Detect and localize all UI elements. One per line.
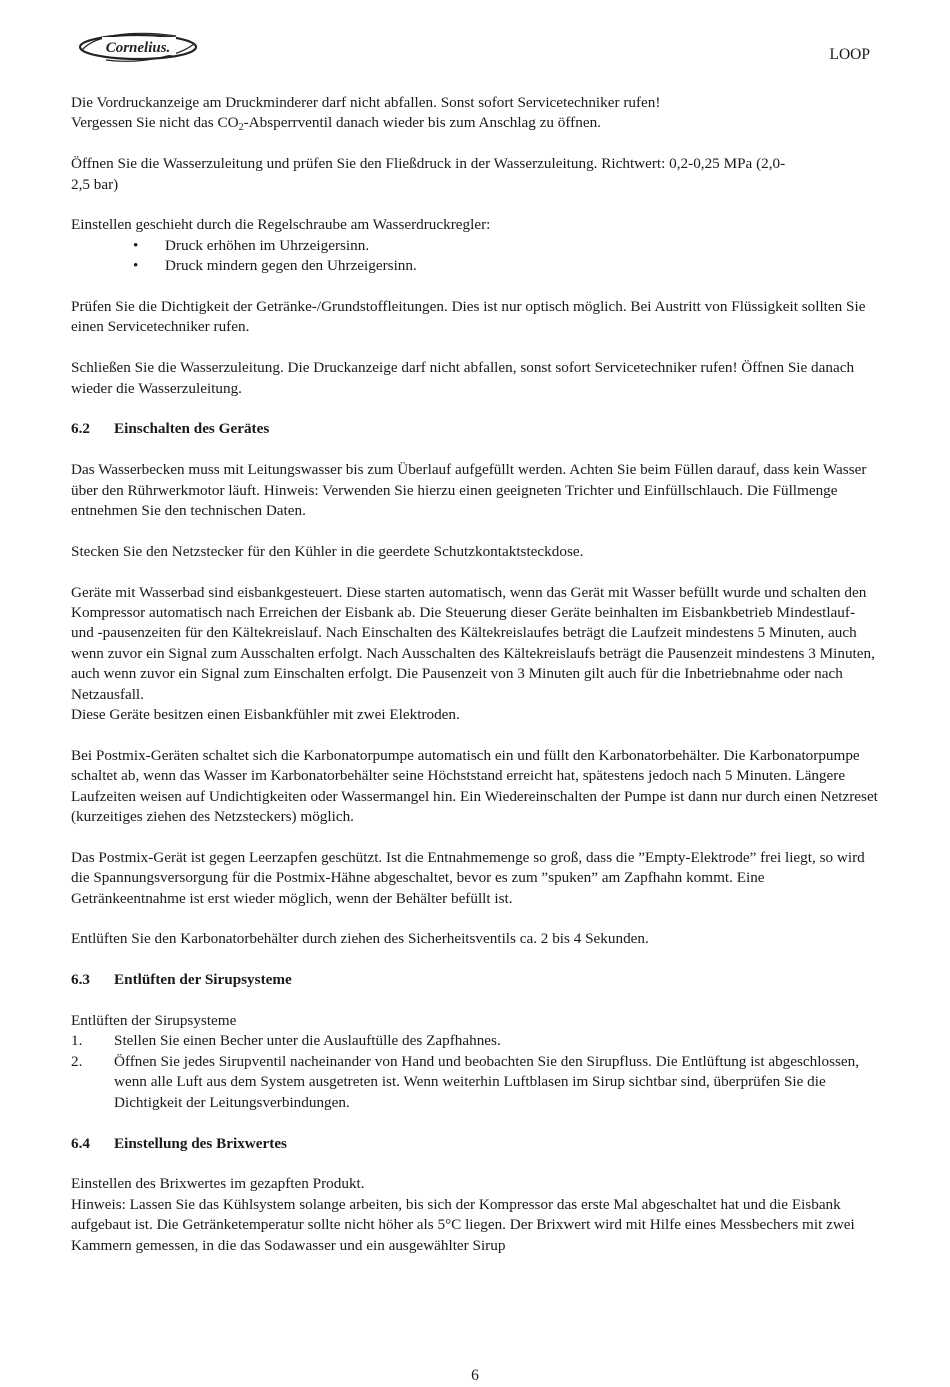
bullet-list (71, 236, 881, 277)
paragraph: Das Postmix-Gerät ist gegen Leerzapfen geschützt. Ist die Entnahmemenge so groß, dass die ”Empty-Elektrode” frei liegt, so wird die Spannungsversorgung für die Postmix-Hähne abgeschaltet, bevor es zum ”spuken” am Zapfhahn kommt. Eine Getränkeentnahme ist erst wieder möglich, wenn der Behälter befüllt ist. (71, 848, 865, 907)
paragraph: Stecken Sie den Netzstecker für den Kühler in die geerdete Schutzkontaktsteckdose. (71, 542, 584, 560)
cornelius-logo-graphic (76, 28, 200, 66)
paragraph: Einstellen geschieht durch die Regelschraube am Wasserdruckregler: (71, 216, 491, 234)
paragraph: Schließen Sie die Wasserzuleitung. Die Druckanzeige darf nicht abfallen, sonst sofort Servicetechniker rufen! Öffnen Sie danach wieder die Wasserzuleitung. (71, 359, 855, 397)
section-title: Einstellung des Brixwertes (114, 1134, 287, 1152)
section-number: 6.3 (71, 971, 90, 989)
step-text: Stellen Sie einen Becher unter die Auslauftülle des Zapfhahnes. (114, 1032, 501, 1050)
document-body (71, 93, 881, 1256)
paragraph: Hinweis: Lassen Sie das Kühlsystem solange arbeiten, bis sich der Kompressor das erste Mal abgeschaltet hat und die Eisbank aufgebaut ist. Die Getränketemperatur sollte nicht höher als 5°C liegen. Der Brixwert wird mit Hilfe eines Messbechers mit zwei Kammern gemessen, in die das Sodawasser und ein ausgewählter Sirup (71, 1195, 855, 1254)
logo-wordmark: Cornelius. (105, 40, 171, 56)
list-item: • Druck erhöhen im Uhrzeigersinn. (71, 236, 881, 256)
list-item: • Druck mindern gegen den Uhrzeigersinn. (71, 256, 881, 276)
section-title: Entlüften der Sirupsysteme (114, 971, 292, 989)
step-number: 2. (71, 1052, 83, 1070)
paragraph: Geräte mit Wasserbad sind eisbankgesteuert. Diese starten automatisch, wenn das Gerät mit Wasser befüllt wurde und schalten den Kompressor automatisch nach Erreichen der Eisbank ab. Die Steuerung dieser Geräte beinhalten im Eisbankbetrieb Mindestlauf- und -pausenzeiten für den Kältekreislauf. Nach Einschalten des Kältekreislaufes beträgt die Laufzeit mindestens 5 Minuten, auch wenn zuvor ein Signal zum Ausschalten erfolgt. Nach Ausschalten des Kältekreislaufs beträgt die Pausenzeit mindestens 3 Minuten, auch wenn zuvor ein Signal zum Einschalten erfolgt. Die Pausenzeit von 3 Minuten gilt auch für die Inbetriebnahme oder nach Netzausfall. (71, 583, 875, 703)
list-item (71, 1031, 881, 1051)
paragraph: Prüfen Sie die Dichtigkeit der Getränke-/Grundstoffleitungen. Dies ist nur optisch möglich. Bei Austritt von Flüssigkeit sollten Sie einen Servicetechniker rufen. (71, 298, 866, 336)
section-title: Einschalten des Gerätes (114, 420, 270, 438)
cornelius-logo (76, 28, 200, 66)
list-item (71, 1052, 881, 1113)
numbered-list (71, 1031, 881, 1113)
section-heading (71, 970, 881, 990)
paragraph: Bei Postmix-Geräten schaltet sich die Karbonatorpumpe automatisch ein und füllt den Karbonatorbehälter. Die Karbonatorpumpe schaltet ab, wenn das Wasser im Karbonatorbehälter seine Höchststand erreicht hat, spätestens jedoch nach 5 Minuten. Längere Laufzeiten weisen auf Undichtigkeiten oder Wassermangel hin. Ein Wiedereinschalten der Pumpe ist dann nur durch einen Netzreset (kurzeitiges ziehen des Netzsteckers) möglich. (71, 746, 878, 826)
page-number: 6 (471, 1367, 479, 1384)
step-number: 1. (71, 1032, 83, 1050)
paragraph: Öffnen Sie die Wasserzuleitung und prüfen Sie den Fließdruck in der Wasserzuleitung. Richtwert: 0,2-0,25 MPa (2,0-2,5 bar) (71, 155, 786, 193)
paragraph: Einstellen des Brixwertes im gezapften Produkt. (71, 1175, 365, 1193)
section-number: 6.2 (71, 420, 90, 438)
section-heading (71, 1134, 881, 1154)
paragraph: Entlüften der Sirupsysteme (71, 1012, 237, 1030)
section-heading (71, 419, 881, 439)
model-name: LOOP (829, 46, 870, 63)
step-text: Öffnen Sie jedes Sirupventil nacheinander von Hand und beobachten Sie den Sirupfluss. Die Entlüftung ist abgeschlossen, wenn alle Luft aus dem System ausgetreten ist. Wenn weiterhin Luftblasen im Sirup sichtbar sind, überprüfen Sie die Dichtigkeit der Leitungsverbindungen. (114, 1052, 860, 1111)
paragraph: Entlüften Sie den Karbonatorbehälter durch ziehen des Sicherheitsventils ca. 2 bis 4 Sekunden. (71, 930, 649, 948)
section-number: 6.4 (71, 1134, 90, 1152)
paragraph: Diese Geräte besitzen einen Eisbankfühler mit zwei Elektroden. (71, 706, 460, 724)
paragraph: Die Vordruckanzeige am Druckminderer darf nicht abfallen. Sonst sofort Servicetechniker rufen! Vergessen Sie nicht das $CO_2$-Absperrventil danach wieder bis zum Anschlag zu öffnen. (71, 94, 661, 134)
paragraph: Das Wasserbecken muss mit Leitungswasser bis zum Überlauf aufgefüllt werden. Achten Sie beim Füllen darauf, dass kein Wasser über den Rührwerkmotor läuft. Hinweis: Verwenden Sie hierzu einen geeigneten Trichter und Einfüllschlauch. Die Füllmenge entnehmen Sie den technischen Daten. (71, 461, 867, 520)
